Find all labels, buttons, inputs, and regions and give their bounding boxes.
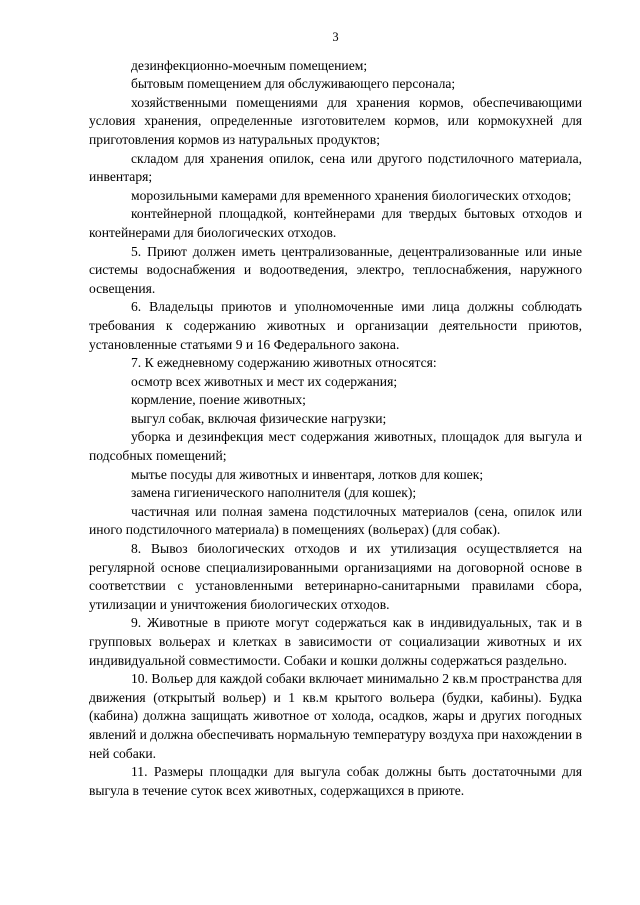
paragraph: выгул собак, включая физические нагрузки;: [131, 410, 387, 426]
paragraph: 6. Владельцы приютов и уполномоченные ими лица должны соблюдать требования к содержанию животных и организации деятельности приютов, установленные статьями 9 и 16 Федерального закона.: [89, 299, 582, 352]
paragraph: контейнерной площадкой, контейнерами для твердых бытовых отходов и контейнерами для биологических отходов.: [89, 206, 582, 240]
paragraph: 10. Вольер для каждой собаки включает минимально 2 кв.м пространства для движения (открытый вольер) и 1 кв.м крытого вольера (будки, кабины). Будка (кабина) должна защищать животное от холода, осадков, жары и других погодных явлений и должна обеспечивать нормальную температуру воздуха при нахождении в ней собаки.: [89, 671, 582, 761]
paragraph: 9. Животные в приюте могут содержаться как в индивидуальных, так и в групповых вольерах и клетках в зависимости от социализации животных и их индивидуальной совместимости. Собаки и кошки должны содержаться раздельно.: [89, 615, 582, 668]
paragraph: дезинфекционно-моечным помещением;: [131, 57, 368, 73]
paragraph: замена гигиенического наполнителя (для кошек);: [131, 485, 417, 501]
paragraph: частичная или полная замена подстилочных материалов (сена, опилок или иного подстилочного материала) в помещениях (вольерах) (для собак).: [89, 503, 582, 538]
paragraph: хозяйственными помещениями для хранения кормов, обеспечивающими условия хранения, определенные изготовителем кормов, или кормокухней для приготовления кормов из натуральных продуктов;: [89, 94, 582, 147]
page-number: 3: [332, 30, 339, 44]
paragraph: складом для хранения опилок, сена или другого подстилочного материала, инвентаря;: [89, 150, 582, 185]
paragraph: 5. Приют должен иметь централизованные, децентрализованные или иные системы водоснабжения и водоотведения, электро, теплоснабжения, наружного освещения.: [89, 243, 582, 296]
paragraph: кормление, поение животных;: [131, 392, 306, 408]
paragraph: мытье посуды для животных и инвентаря, лотков для кошек;: [131, 466, 484, 482]
paragraph: 11. Размеры площадки для выгула собак должны быть достаточными для выгула в течение суток всех животных, содержащихся в приюте.: [89, 764, 582, 798]
paragraph: 7. К ежедневному содержанию животных относятся:: [131, 355, 437, 371]
paragraph: морозильными камерами для временного хранения биологических отходов;: [131, 187, 572, 203]
paragraph: уборка и дезинфекция мест содержания животных, площадок для выгула и подсобных помещений;: [89, 429, 582, 464]
paragraph: осмотр всех животных и мест их содержания;: [131, 373, 398, 389]
paragraph: бытовым помещением для обслуживающего персонала;: [131, 76, 456, 92]
paragraph: 8. Вывоз биологических отходов и их утилизация осуществляется на регулярной основе специализированными организациями на договорной основе в соответствии с установленными ветеринарно-санитарными правилами сбора, утилизации и уничтожения биологических отходов.: [89, 541, 582, 612]
